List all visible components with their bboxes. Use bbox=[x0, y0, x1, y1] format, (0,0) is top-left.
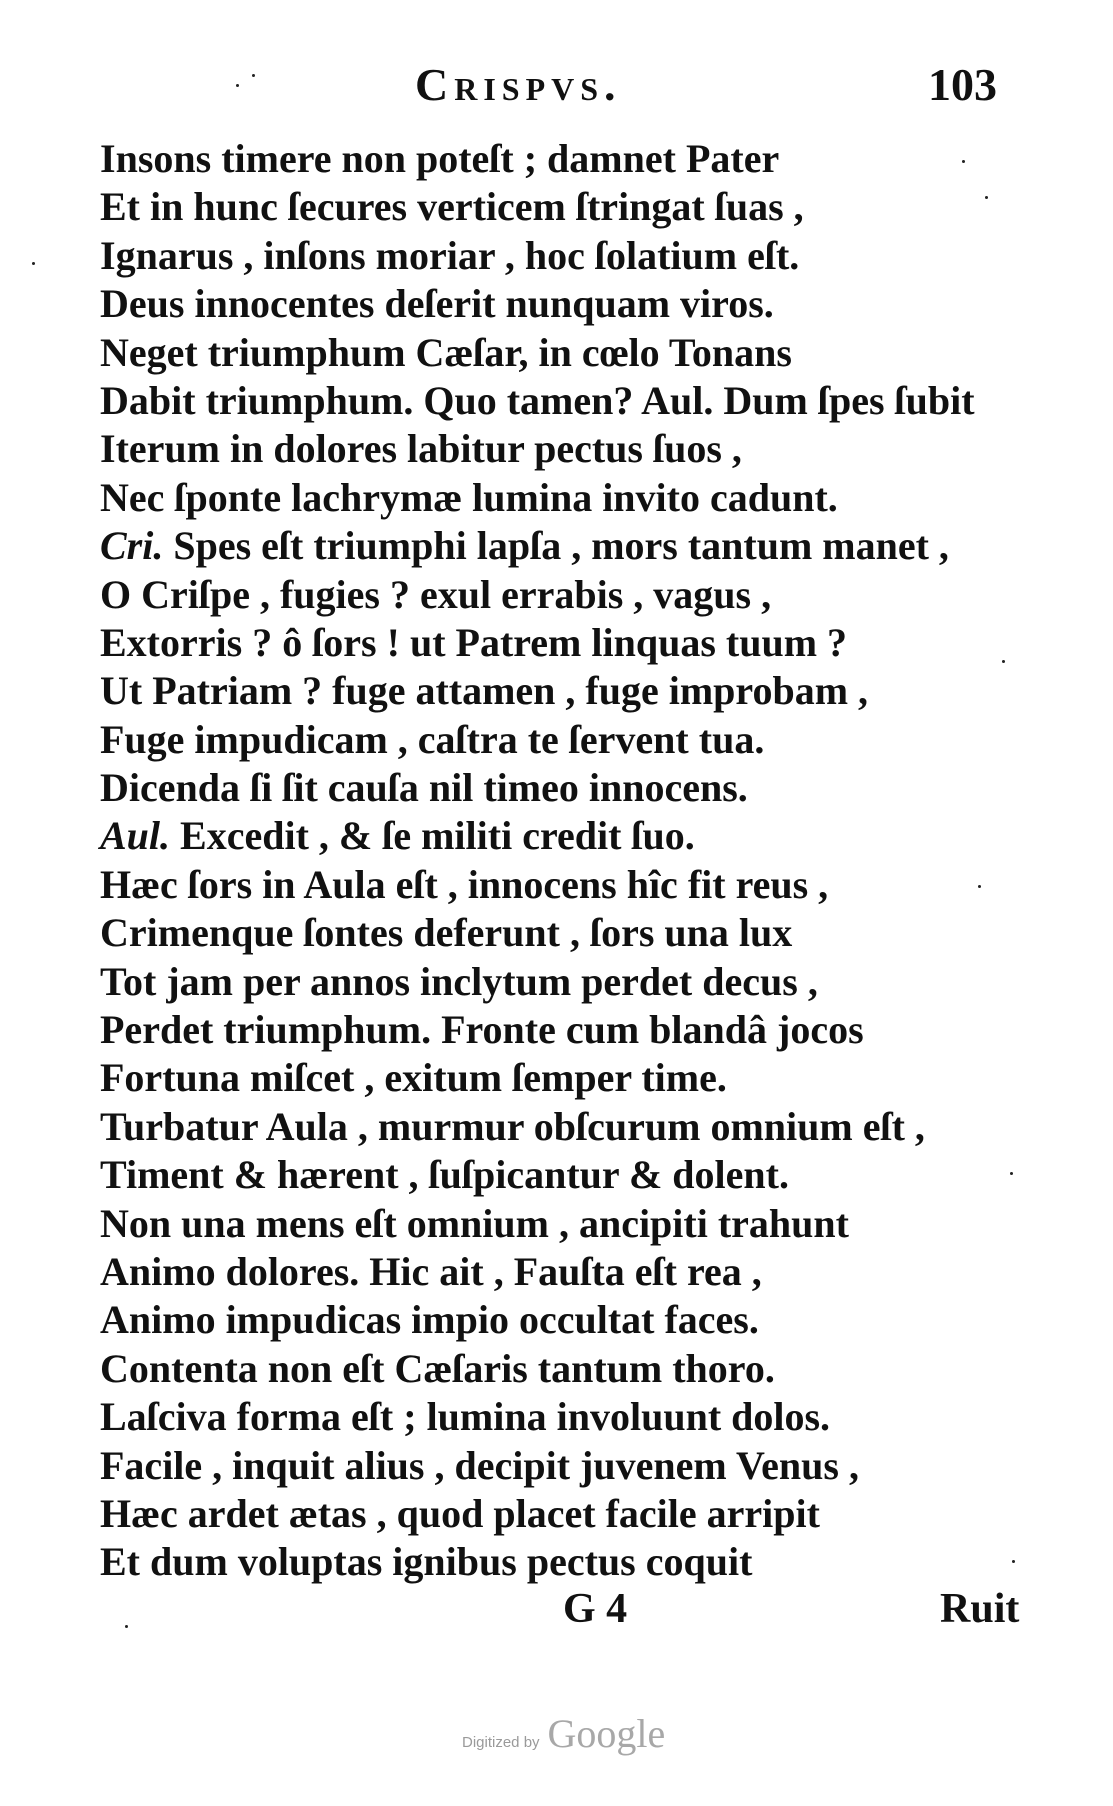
page-number: 103 bbox=[928, 59, 997, 110]
speaker-label: Cri. bbox=[100, 523, 164, 569]
verse-line bbox=[100, 909, 1040, 957]
verse-text: Nec ſponte lachrymæ lumina invito cadunt. bbox=[100, 474, 838, 520]
verse-text: Spes eſt triumphi lapſa , mors tantum manet , bbox=[173, 523, 949, 569]
digitization-watermark bbox=[462, 1710, 665, 1760]
verse-line bbox=[100, 1054, 1040, 1102]
verse-text: O Criſpe , fugies ? exul errabis , vagus , bbox=[100, 571, 772, 617]
verse-line bbox=[100, 1151, 1040, 1199]
verse-text: Hæc ardet ætas , quod placet facile arripit bbox=[100, 1490, 820, 1536]
speaker-label: Aul. bbox=[100, 813, 171, 859]
verse-line bbox=[100, 812, 1040, 860]
running-head bbox=[0, 58, 1113, 118]
verse-line bbox=[100, 135, 1040, 183]
verse-line bbox=[100, 764, 1040, 812]
verse-text: Et dum voluptas ignibus pectus coquit bbox=[100, 1539, 753, 1585]
verse-line bbox=[100, 861, 1040, 909]
catchword: Ruit bbox=[940, 1586, 1020, 1632]
verse-text: Hæc ſors in Aula eſt , innocens hîc fit reus , bbox=[100, 861, 829, 907]
verse-line bbox=[100, 1490, 1040, 1538]
verse-line bbox=[100, 377, 1040, 425]
verse-line bbox=[100, 522, 1040, 570]
verse-text: Ut Patriam ? fuge attamen , fuge improbam , bbox=[100, 668, 869, 714]
print-speck bbox=[32, 262, 35, 265]
verse-text: Animo dolores. Hic ait , Fauſta eſt rea , bbox=[100, 1248, 762, 1294]
verse-text: Non una mens eſt omnium , ancipiti trahunt bbox=[100, 1200, 849, 1246]
page-footer bbox=[0, 1585, 1113, 1645]
signature-mark: G 4 bbox=[563, 1586, 628, 1632]
print-speck bbox=[1012, 1560, 1015, 1563]
verse-line bbox=[100, 1296, 1040, 1344]
print-speck bbox=[1002, 660, 1005, 663]
verse-line bbox=[100, 1538, 1040, 1586]
print-speck bbox=[985, 196, 988, 199]
verse-text: Extorris ? ô ſors ! ut Patrem linquas tuum ? bbox=[100, 619, 848, 665]
verse-text: Laſciva forma eſt ; lumina involuunt dolos. bbox=[100, 1394, 831, 1440]
verse-text: Ignarus , inſons moriar , hoc ſolatium eſt. bbox=[100, 232, 800, 278]
verse-line bbox=[100, 571, 1040, 619]
watermark-label: Digitized by bbox=[462, 1734, 540, 1751]
verse-text: Turbatur Aula , murmur obſcurum omnium eſt , bbox=[100, 1103, 925, 1149]
verse-text: Fuge impudicam , caſtra te ſervent tua. bbox=[100, 716, 765, 762]
verse-text: Excedit , & ſe militi credit ſuo. bbox=[180, 813, 695, 859]
verse-line bbox=[100, 1345, 1040, 1393]
verse-line bbox=[100, 1006, 1040, 1054]
verse-text: Dabit triumphum. Quo tamen? Aul. Dum ſpes ſubit bbox=[100, 377, 975, 423]
verse-line bbox=[100, 667, 1040, 715]
print-speck bbox=[978, 885, 981, 888]
verse-line bbox=[100, 1200, 1040, 1248]
verse-line bbox=[100, 329, 1040, 377]
verse-text: Iterum in dolores labitur pectus ſuos , bbox=[100, 426, 742, 472]
verse-line bbox=[100, 232, 1040, 280]
verse-text: Fortuna miſcet , exitum ſemper time. bbox=[100, 1055, 727, 1101]
print-speck bbox=[962, 160, 965, 163]
verse-text: Animo impudicas impio occultat faces. bbox=[100, 1297, 759, 1343]
verse-line bbox=[100, 716, 1040, 764]
verse-text: Tot jam per annos inclytum perdet decus , bbox=[100, 958, 818, 1004]
print-speck bbox=[125, 1625, 128, 1628]
print-speck bbox=[1010, 1172, 1013, 1175]
verse-text: Dicenda ſi ſit cauſa nil timeo innocens. bbox=[100, 765, 748, 811]
running-title: Crispvs. bbox=[415, 59, 622, 110]
verse-text: Timent & hærent , ſuſpicantur & dolent. bbox=[100, 1152, 789, 1198]
verse-line bbox=[100, 183, 1040, 231]
verse-text: Neget triumphum Cæſar, in cœlo Tonans bbox=[100, 329, 792, 375]
verse-text: Perdet triumphum. Fronte cum blandâ jocos bbox=[100, 1007, 864, 1053]
verse-line bbox=[100, 1248, 1040, 1296]
verse-line bbox=[100, 619, 1040, 667]
verse-block bbox=[100, 135, 1040, 1587]
verse-line bbox=[100, 1442, 1040, 1490]
print-speck bbox=[252, 74, 255, 77]
verse-line bbox=[100, 1103, 1040, 1151]
verse-text: Facile , inquit alius , decipit juvenem Venus , bbox=[100, 1442, 859, 1488]
google-logo: Google bbox=[547, 1711, 666, 1756]
verse-line bbox=[100, 474, 1040, 522]
verse-text: Deus innocentes deſerit nunquam viros. bbox=[100, 281, 774, 327]
verse-line bbox=[100, 280, 1040, 328]
verse-text: Insons timere non poteſt ; damnet Pater bbox=[100, 136, 780, 181]
print-speck bbox=[236, 84, 239, 87]
verse-text: Et in hunc ſecures verticem ſtringat ſuas , bbox=[100, 184, 804, 230]
verse-text: Contenta non eſt Cæſaris tantum thoro. bbox=[100, 1345, 775, 1391]
verse-text: Crimenque ſontes deferunt , ſors una lux bbox=[100, 910, 793, 956]
verse-line bbox=[100, 1393, 1040, 1441]
verse-line bbox=[100, 958, 1040, 1006]
verse-line bbox=[100, 425, 1040, 473]
